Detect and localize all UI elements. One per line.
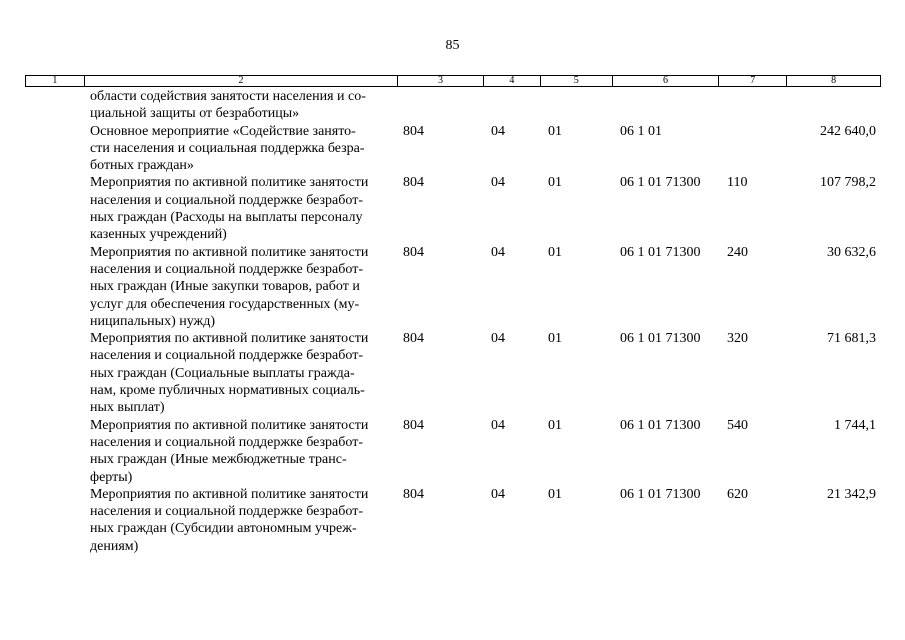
column-number-7: 7 [719, 76, 787, 86]
table-row [0, 174, 905, 243]
description-line: населения и социальной поддержке безработ- [90, 192, 363, 208]
department-code: 804 [403, 486, 424, 502]
column-number-4: 4 [484, 76, 541, 86]
department-code: 804 [403, 331, 424, 347]
target-article-code: 06 1 01 71300 [620, 486, 701, 502]
description-line: населения и социальной поддержке безработ- [90, 504, 363, 520]
row-description [90, 88, 395, 123]
description-line: области содействия занятости населения и со- [90, 89, 366, 104]
description-line: ных граждан (Иные закупки товаров, работ и [90, 279, 360, 295]
amount: 107 798,2 [820, 175, 876, 191]
description-line: ниципальных) нужд) [90, 313, 215, 329]
subsection-code: 01 [548, 175, 562, 191]
table-row [0, 88, 905, 123]
section-code: 04 [491, 175, 505, 191]
section-code: 04 [491, 244, 505, 260]
amount: 30 632,6 [827, 244, 876, 260]
target-article-code: 06 1 01 71300 [620, 244, 701, 260]
description-line: населения и социальной поддержке безработ- [90, 261, 363, 277]
description-line: ных выплат) [90, 400, 165, 416]
amount: 242 640,0 [820, 123, 876, 139]
description-line: ботных граждан» [90, 158, 194, 174]
description-line: населения и социальной поддержке безработ- [90, 348, 363, 364]
column-number-6: 6 [613, 76, 720, 86]
description-line: дениям) [90, 538, 139, 554]
description-line: сти населения и социальная поддержка безра- [90, 140, 365, 156]
expense-type-code: 240 [727, 244, 748, 260]
amount: 1 744,1 [834, 417, 876, 433]
row-description [90, 123, 395, 175]
description-line: нам, кроме публичных нормативных социаль- [90, 383, 365, 399]
expense-type-code: 110 [727, 175, 748, 191]
description-line: циальной защиты от безработицы» [90, 106, 300, 122]
table-row [0, 417, 905, 486]
target-article-code: 06 1 01 71300 [620, 417, 701, 433]
table-body [0, 88, 905, 555]
section-code: 04 [491, 123, 505, 139]
subsection-code: 01 [548, 123, 562, 139]
amount: 71 681,3 [827, 331, 876, 347]
table-row [0, 123, 905, 175]
department-code: 804 [403, 123, 424, 139]
description-line: Мероприятия по активной политике занятости [90, 486, 369, 502]
description-line: ных граждан (Иные межбюджетные транс- [90, 452, 347, 468]
department-code: 804 [403, 417, 424, 433]
description-line: Мероприятия по активной политике занятости [90, 244, 369, 260]
description-line: населения и социальной поддержке безработ- [90, 434, 363, 450]
target-article-code: 06 1 01 71300 [620, 331, 701, 347]
description-line: ных граждан (Социальные выплаты гражда- [90, 365, 355, 381]
subsection-code: 01 [548, 486, 562, 502]
subsection-code: 01 [548, 417, 562, 433]
row-description [90, 174, 395, 243]
expense-type-code: 540 [727, 417, 748, 433]
row-description [90, 417, 395, 486]
table-row [0, 244, 905, 330]
column-number-3: 3 [398, 76, 484, 86]
section-code: 04 [491, 331, 505, 347]
description-line: Мероприятия по активной политике занятости [90, 331, 369, 347]
row-description [90, 330, 395, 416]
department-code: 804 [403, 244, 424, 260]
column-number-2: 2 [85, 76, 398, 86]
column-number-5: 5 [541, 76, 613, 86]
subsection-code: 01 [548, 244, 562, 260]
description-line: Мероприятия по активной политике занятости [90, 175, 369, 191]
description-line: ных граждан (Субсидии автономным учреж- [90, 521, 357, 537]
department-code: 804 [403, 175, 424, 191]
expense-type-code: 620 [727, 486, 748, 502]
subsection-code: 01 [548, 331, 562, 347]
description-line: Основное мероприятие «Содействие занято- [90, 123, 356, 139]
description-line: ферты) [90, 469, 133, 485]
table-row [0, 330, 905, 416]
row-description [90, 244, 395, 330]
description-line: ных граждан (Расходы на выплаты персоналу [90, 210, 363, 226]
section-code: 04 [491, 486, 505, 502]
table-header-row [25, 75, 881, 87]
column-number-1: 1 [26, 76, 85, 86]
page-number: 85 [445, 38, 460, 53]
description-line: услуг для обеспечения государственных (му- [90, 296, 360, 312]
amount: 21 342,9 [827, 486, 876, 502]
description-line: казенных учреждений) [90, 227, 227, 243]
column-number-8: 8 [831, 75, 837, 86]
row-description [90, 486, 395, 555]
section-code: 04 [491, 417, 505, 433]
table-row [0, 486, 905, 555]
description-line: Мероприятия по активной политике занятости [90, 417, 369, 433]
target-article-code: 06 1 01 71300 [620, 175, 701, 191]
target-article-code: 06 1 01 [620, 123, 662, 139]
expense-type-code: 320 [727, 331, 748, 347]
